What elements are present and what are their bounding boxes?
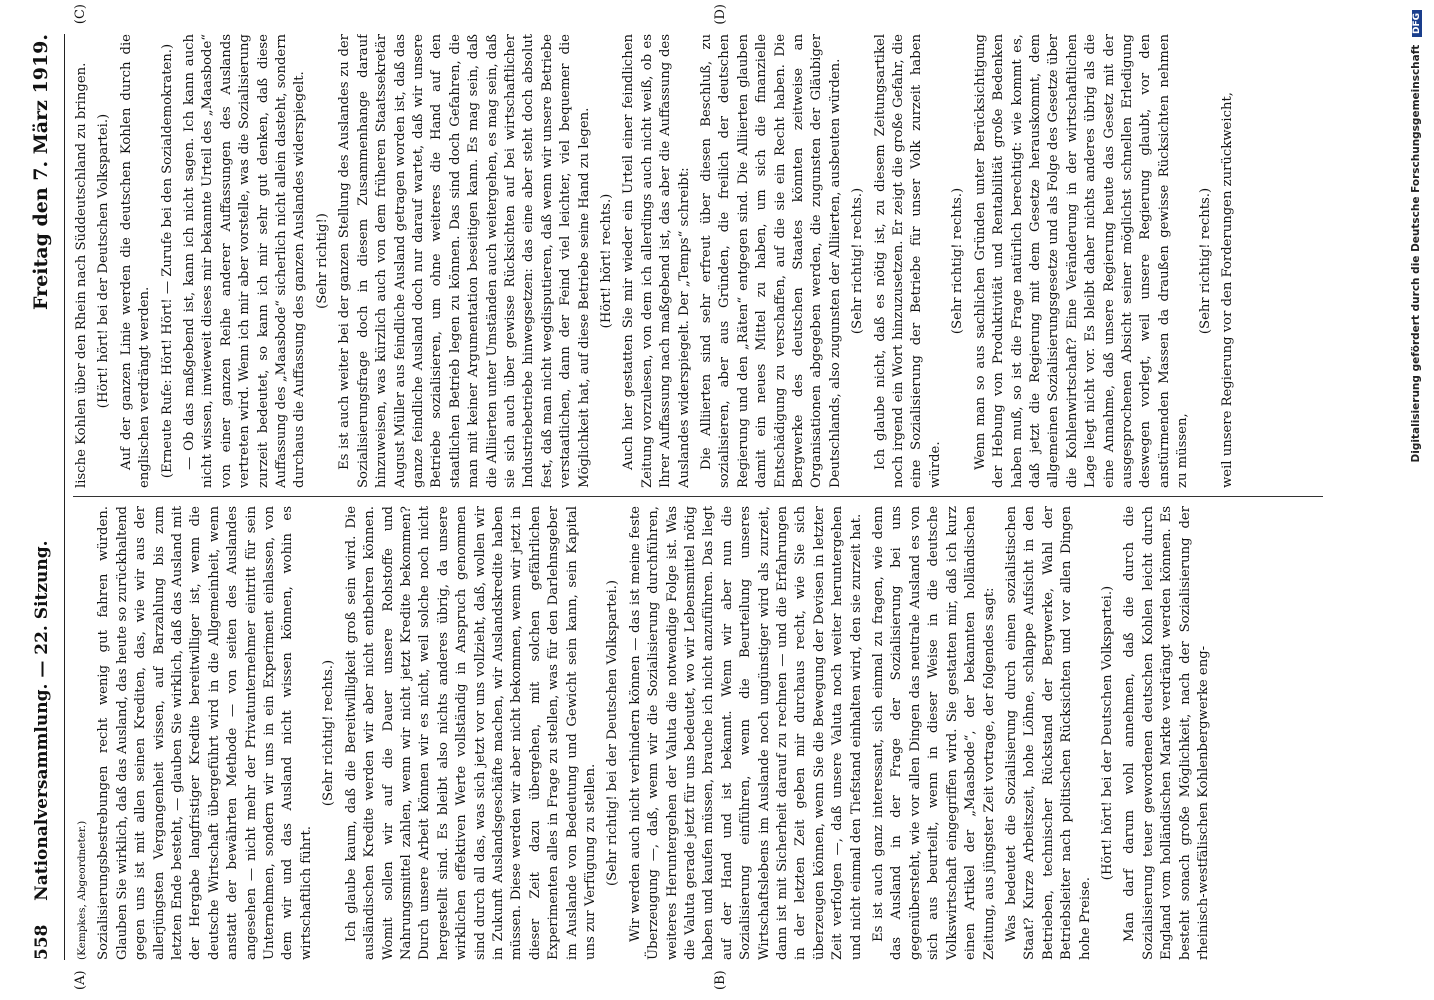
header-date: Freitag den 7. März 1919. — [30, 34, 52, 310]
quote-paragraph: Auf der ganzen Linie werden die deutschen Kohlen durch die englischen verdrängt werden. — [118, 34, 153, 488]
paragraph: Wenn man so aus sachlichen Gründen unter Berücksichtigung der Hebung von Produktivität und Rentabilität große Bedenken haben muß, so ist die Frage natürlich berechtigt: wie kommt es, daß jetzt die Regierung mit dem Gesetze herauskommt, dem allgemeinen Sozialisierungsgesetze und als Folge des Gesetze über die Kohlenwirtschaft? Eine Veränderung in der wirtschaftlichen Lage liegt nicht vor. Es bleibt daher nichts anderes übrig als die eine Annahme, daß unsere Regierung heute das Gesetz mit der ausgesprochenen Absicht seiner möglichst schnellen Erledigung deswegen vorlegt, weil unsere Regierung glaubt, vor den anstürmenden Massen da draußen gewisse Rücksichten nehmen zu müssen, — [972, 34, 1191, 488]
interjection: (Hört! hört! bei der Deutschen Volkspartei.) — [96, 113, 112, 409]
margin-marker-b: (B) — [713, 970, 728, 990]
interjection: (Sehr richtig! bei der Deutschen Volkspartei.) — [605, 579, 621, 887]
paragraph: Es ist auch weiter bei der ganzen Stellung des Auslandes zu der Sozialisierungsfrage doch in diesem Zusammenhange darauf hinzuweisen, was kürzlich auch von dem früheren Staatssekretär August Müller aus feindliche Ausland getragen worden ist, daß das ganze feindliche Ausland doch nur darauf wartet, daß wir unsere Betriebe sozialisieren, um ohne weiteres die Hand auf den staatlichen Betrieb legen zu können. Das sind doch Gefahren, die man mit keiner Argumentation beseitigen kann. Es mag sein, daß die Alliierten unter Umständen auch weitergehen, es mag sein, daß sie sich auch über gewisse Rücksichten auf bei wirtschaftlicher Industriebetriebe hinwegsetzen: das eine aber steht doch absolut fest, daß man nicht wegdisputieren, daß wenn wir unsere Betriebe verstaatlichen, dann der Feind viel leichter, viel bequemer die Möglichkeit hat, auf diese Betriebe seine Hand zu legen. — [337, 34, 592, 488]
speaker-line: (Kempkes, Abgeordneter.) — [76, 820, 88, 960]
page-header — [30, 34, 65, 960]
margin-marker-d: (D) — [713, 4, 728, 25]
right-column — [73, 34, 1323, 488]
paragraph: Wir werden auch nicht verhindern können — das ist meine feste Überzeugung —, daß, wenn wir die Sozialisierung durchführen, weiteres Heruntergehen der Valuta die notwendige Folge ist. Was die Valuta gerade jetzt für uns bedeutet, wo wir Lebensmittel nötig haben und kaufen müssen, brauche ich nicht anzuführen. Das liegt auf der Hand und ist bekannt. Wenn wir aber nun die Sozialisierung einführen, wenn die Beurteilung unseres Wirtschaftslebens im Auslande noch ungünstiger wird als zurzeit, dann ist mit Sicherheit darauf zu rechnen — und die Erfahrungen in der letzten Zeit geben mir durchaus recht, wie Sie sich überzeugen können, wenn Sie die Bewegung der Devisen in letzter Zeit verfolgen —, daß unsere Valuta noch weiter heruntergehen und nicht einmal den Tiefstand einhalten wird, den sie zurzeit hat. — [627, 506, 864, 960]
quote-paragraph: Was bedeutet die Sozialisierung durch einen sozialistischen Staat? Kurze Arbeitszeit, hohe Löhne, schlappe Aufsicht in den Betrieben, technischer Rückstand der Bergwerke, Wahl der Betriebsleiter nach politischen Rücksichten und vor allen Dingen hohe Preise. — [1003, 506, 1093, 960]
quote-paragraph: Die Alliierten sind sehr erfreut über diesen Beschluß, zu sozialisieren, aber aus Gründen, die freilich der deutschen Regierung und den „Räten“ entgegen sind. Die Alliierten glauben damit ein neues Mittel zu haben, um sich die finanzielle Entschädigung zu verschaffen, auf die sie ein Recht haben. Die Bergwerke des deutschen Staates könnten zeitweise an Organisationen abgegeben werden, die zugunsten der Gläubiger Deutschlands, also zugunsten der Alliierten, ausbeuten würden. — [699, 34, 843, 488]
interjection: (Sehr richtig! rechts.) — [1197, 187, 1213, 335]
interjection: (Hört! hört! rechts.) — [598, 193, 614, 329]
paragraph: Man darf darum wohl annehmen, daß die durch die Sozialisierung teuer gewordenen deutschen Kohlen leicht durch England vom holländischen Markte verdrängt werden können. Es besteht sonach große Möglichkeit, nach der Sozialisierung der rheinisch-westfälischen Kohlenbergwerke eng- — [1122, 506, 1211, 960]
paragraph: Es ist auch ganz interessant, sich einmal zu fragen, wie denn das Ausland in der Frage der Sozialisierung bei uns gegenübersteht, wie vor allen Dingen das neutrale Ausland es von sich aus beurteilt, wenn in dieser Weise in die deutsche Volkswirtschaft eingegriffen wird. Sie gestatten mir, daß ich kurz einen Artikel der „Maasbode“, der bekannten holländischen Zeitung, aus jüngster Zeit vortrage, der folgendes sagt: — [871, 506, 997, 960]
interjection: (Sehr richtig!) — [314, 213, 330, 309]
interjection: (Sehr richtig! rechts.) — [850, 187, 866, 335]
margin-marker-c: (C) — [73, 4, 88, 25]
paragraph: Ich glaube kaum, daß die Bereitwilligkeit groß sein wird. Die ausländischen Kredite werden wir aber nicht entbehren können. Womit sollen wir auf die Dauer unsere Rohstoffe und Nahrungsmittel zahlen, wenn wir nicht jetzt Kredite bekommen? Durch unsere Arbeit können wir es nicht, weil solche noch nicht hergestellt sind. Es bleibt also nichts anderes übrig, da unsere wirklichen effektiven Werte vollständig in Anspruch genommen sind durch all das, was sich jetzt vor uns vollzieht, daß, wollen wir in Zukunft Auslandsgeschäfte machen, wir Auslandskredite haben müssen. Diese werden wir aber nicht bekommen, wenn wir jetzt in dieser Zeit dazu übergehen, mit solchen gefährlichen Experimenten alles in Frage zu stellen, was für den Darlehnsgeber im Auslande von Bedeutung und Gewicht sein kann, sein Kapital uns zur Verfügung zu stellen. — [343, 506, 598, 960]
margin-marker-a: (A) — [73, 970, 88, 990]
paragraph: — Ob das maßgebend ist, kann ich nicht sagen. Ich kann auch nicht wissen, inwieweit dieses mir bekannte Urteil des „Maasbode“ von einer ganzen Reihe anderer Auffassungen des Auslands vertreten wird. Wenn ich mir aber vorstelle, was die Sozialisierung zurzeit bedeutet, so kann ich mir sehr gut denken, daß diese Auffassung des „Maasbode“ sicherlich nicht allein dasteht, sondern durchaus die Auffassung des ganzen Auslandes widerspiegelt. — [182, 34, 308, 488]
interjection: (Sehr richtig! rechts.) — [950, 187, 966, 335]
interjection: (Hört! hört! bei der Deutschen Volkspartei.) — [1099, 585, 1115, 881]
left-column — [73, 506, 1323, 960]
digitization-text: Digitalisierung gefördert durch die Deutsche Forschungsgemeinschaft — [1410, 44, 1422, 463]
interjection: (Sehr richtig! rechts.) — [321, 659, 337, 807]
dfg-logo: DFG — [1412, 10, 1422, 37]
paragraph: weil unsere Regierung vor den Forderungen zurückweicht, — [1219, 92, 1235, 488]
paragraph: Auch hier gestatten Sie mir wieder ein Urteil einer feindlichen Zeitung vorzulesen, von dem ich allerdings auch nicht weiß, ob es Ihrer Auffassung nach maßgebend ist, das aber die Auffassung des Auslandes widerspiegelt. Der „Temps“ schreibt: — [621, 34, 692, 488]
interjection: (Erneute Rufe: Hört! Hört! — Zurufe bei den Sozialdemokraten.) — [159, 43, 175, 479]
column-divider — [73, 496, 1323, 497]
text-columns — [73, 4, 1323, 990]
paragraph: Ich glaube nicht, daß es nötig ist, zu diesem Zeitungsartikel noch irgend ein Wort hinzuzusetzen. Er zeigt die große Gefahr, die eine Sozialisierung der Betriebe für unser Volk zurzeit haben würde. — [872, 34, 943, 488]
paragraph: lische Kohlen über den Rhein nach Süddeutschland zu bringen. — [74, 62, 89, 488]
header-session-title: Nationalversammlung. — 22. Sitzung. — [32, 540, 52, 901]
paragraph: Sozialisierungsbestrebungen recht wenig gut fahren würden. Glauben Sie wirklich, daß das Ausland, das heute so zurückhaltend gegen uns ist mit allen seinen Krediten, das, wie wir aus der allerjüngsten Vergangenheit wissen, auf Barzahlung bis zum letzten Ende besteht, — glauben Sie wirklich, daß das Ausland mit der Hergabe langfristiger Kredite bereitwilliger ist, wenn die deutsche Wirtschaft übergeführt wird in die Allgemeinheit, wenn anstatt der bewährten Methode — von seiten des Auslandes angesehen — nicht mehr der Privatunternehmer eintritt für sein Unternehmen, sondern wir uns in ein Experiment einlassen, von dem wir und das Ausland nicht wissen können, wohin es wirtschaftlich führt. — [96, 506, 314, 960]
page-number: 558 — [32, 924, 52, 960]
digitization-note — [1408, 10, 1428, 990]
